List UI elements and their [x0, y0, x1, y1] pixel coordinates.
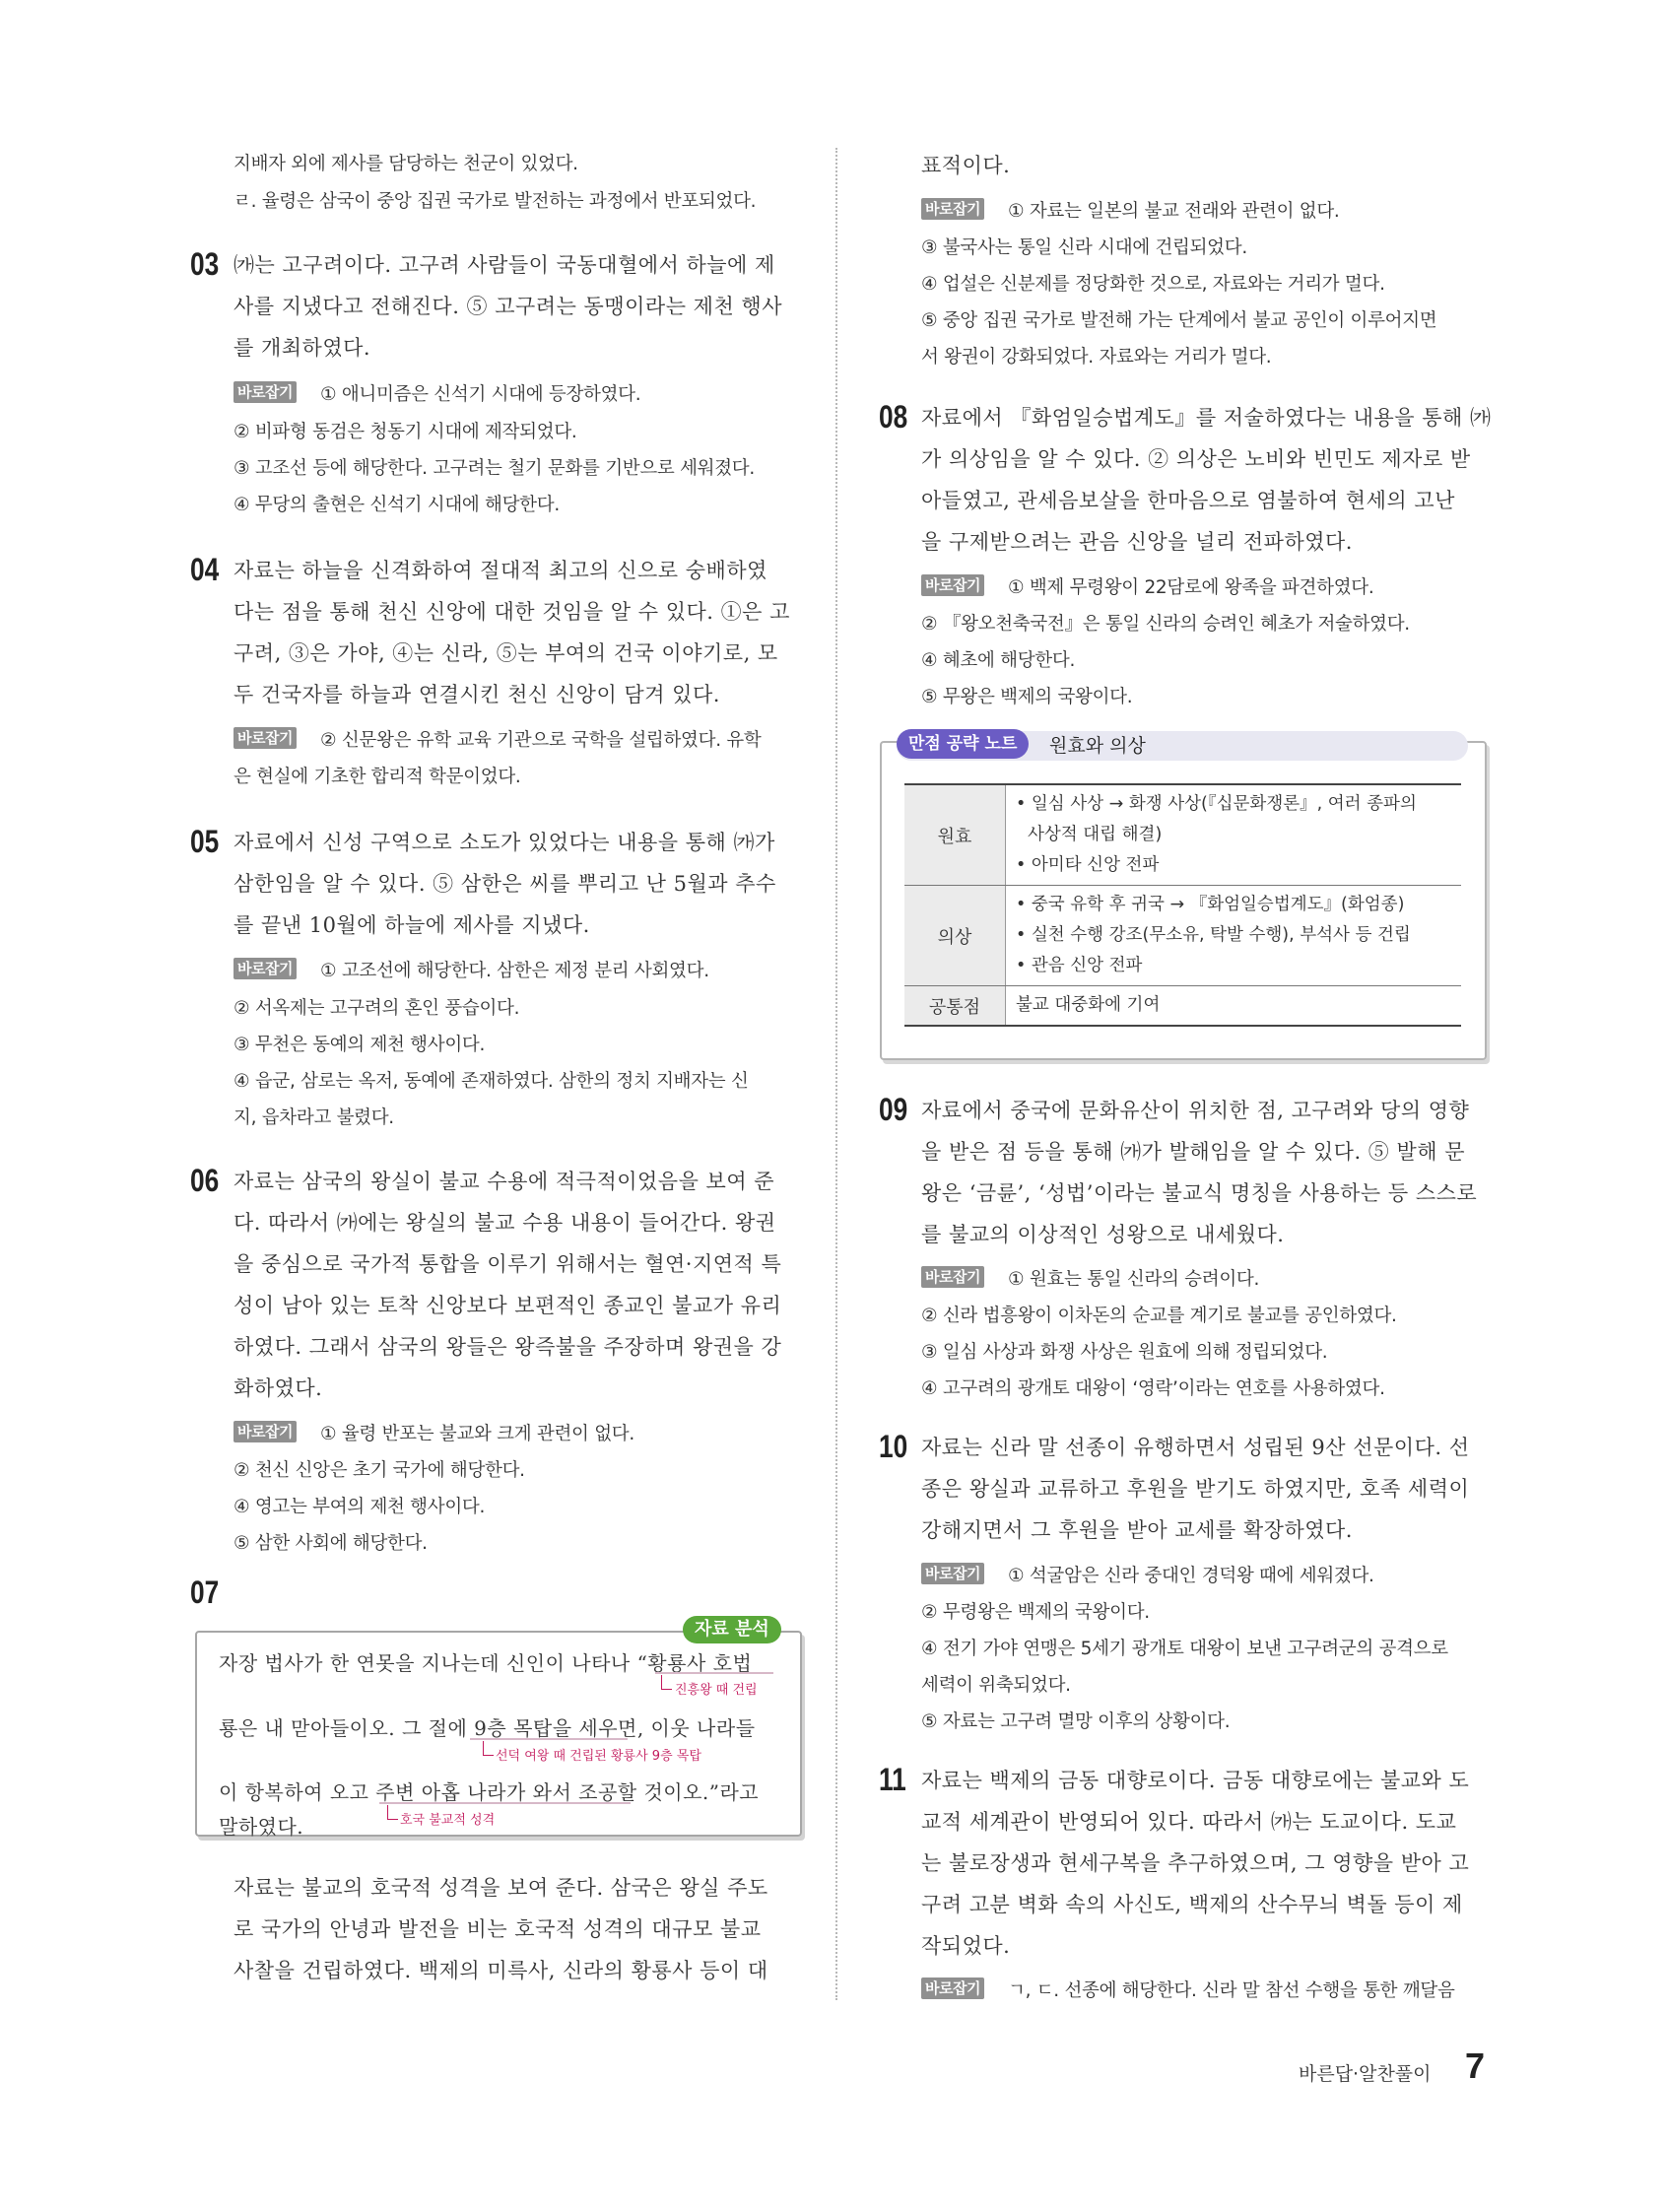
- underline: [655, 1672, 773, 1674]
- note-line: • 실천 수행 강조(무소유, 탁발 수행), 부석사 등 건립: [1016, 925, 1411, 945]
- fix-badge: 바로잡기: [921, 1563, 984, 1584]
- text-line: 을 중심으로 국가적 통합을 이루기 위해서는 혈연·지연적 특: [234, 1252, 782, 1276]
- text-line: 자료에서 신성 구역으로 소도가 있었다는 내용을 통해 ㈎가: [234, 831, 775, 854]
- text-line: ④ 고구려의 광개토 대왕이 ‘영락’이라는 연호를 사용하였다.: [921, 1378, 1385, 1399]
- text-line: 자료는 백제의 금동 대향로이다. 금동 대향로에는 불교와 도: [921, 1769, 1470, 1792]
- text-line: 화하였다.: [234, 1376, 323, 1400]
- text-line: 로 국가의 안녕과 발전을 비는 호국적 성격의 대규모 불교: [234, 1917, 762, 1941]
- note-line: 사상적 대립 해결): [1028, 825, 1163, 844]
- note-value: [1006, 986, 1462, 1027]
- source-line: 룡은 내 맏아들이오. 그 절에 9층 목탑을 세우면, 이웃 나라들: [219, 1716, 756, 1740]
- text-line: ③ 불국사는 통일 신라 시대에 건립되었다.: [921, 237, 1247, 258]
- text-line: ② 비파형 동검은 청동기 시대에 제작되었다.: [234, 422, 577, 442]
- note-table: [904, 783, 1461, 1027]
- fix-badge: 바로잡기: [921, 1977, 984, 1999]
- text-line: ③ 일심 사상과 화쟁 사상은 원효에 의해 정립되었다.: [921, 1342, 1328, 1363]
- text-line: ㄹ. 율령은 삼국이 중앙 집권 국가로 발전하는 과정에서 반포되었다.: [234, 191, 757, 212]
- question-number: 05: [190, 824, 220, 859]
- question-number: 09: [879, 1092, 908, 1127]
- question-number: 03: [190, 246, 220, 282]
- fix-badge: 바로잡기: [921, 574, 984, 596]
- text-line: ③ 무천은 동예의 제천 행사이다.: [234, 1035, 486, 1055]
- underline: [379, 1802, 631, 1804]
- text-line: 은 현실에 기초한 합리적 학문이었다.: [234, 767, 521, 787]
- annotation-bracket: [483, 1741, 494, 1756]
- text-line: 강해지면서 그 후원을 받아 교세를 확장하였다.: [921, 1518, 1353, 1542]
- text-line: ① 고조선에 해당한다. 삼한은 제정 분리 사회였다.: [320, 961, 709, 981]
- text-line: 교적 세계관이 반영되어 있다. 따라서 ㈎는 도교이다. 도교: [921, 1810, 1457, 1834]
- page-number: 7: [1465, 2045, 1486, 2086]
- text-line: 왕은 ‘금륜’, ‘성법’이라는 불교식 명칭을 사용하는 등 스스로: [921, 1181, 1478, 1205]
- text-line: 자료에서 중국에 문화유산이 위치한 점, 고구려와 당의 영향: [921, 1099, 1470, 1122]
- text-line: ⑤ 무왕은 백제의 국왕이다.: [921, 687, 1133, 707]
- text-line: 세력이 위축되었다.: [921, 1675, 1071, 1696]
- question-number: 06: [190, 1163, 220, 1198]
- text-line: 하였다. 그래서 삼국의 왕들은 왕즉불을 주장하며 왕권을 강: [234, 1335, 782, 1359]
- question-number: 04: [190, 552, 220, 587]
- text-line: ④ 업설은 신분제를 정당화한 것으로, 자료와는 거리가 멀다.: [921, 274, 1385, 295]
- fix-badge: 바로잡기: [234, 958, 297, 979]
- text-line: ④ 읍군, 삼로는 옥저, 동예에 존재하였다. 삼한의 정치 지배자는 신: [234, 1071, 749, 1092]
- text-line: 종은 왕실과 교류하고 후원을 받기도 하였지만, 호족 세력이: [921, 1477, 1470, 1501]
- note-tag: 만점 공략 노트: [897, 729, 1029, 759]
- text-line: ② 서옥제는 고구려의 혼인 풍습이다.: [234, 998, 520, 1019]
- text-line: 를 끝낸 10월에 하늘에 제사를 지냈다.: [234, 913, 590, 937]
- note-value: [1006, 784, 1462, 886]
- text-line: 지배자 외에 제사를 담당하는 천군이 있었다.: [234, 154, 578, 174]
- text-line: 자료는 하늘을 신격화하여 절대적 최고의 신으로 숭배하였: [234, 559, 767, 582]
- text-line: 구려 고분 벽화 속의 사신도, 백제의 산수무늬 벽돌 등이 제: [921, 1893, 1463, 1916]
- text-line: ② 천신 신앙은 초기 국가에 해당한다.: [234, 1460, 525, 1481]
- text-line: ② 신라 법흥왕이 이차돈의 순교를 계기로 불교를 공인하였다.: [921, 1306, 1397, 1326]
- fix-badge: 바로잡기: [921, 198, 984, 220]
- text-line: 를 불교의 이상적인 성왕으로 내세웠다.: [921, 1223, 1285, 1246]
- text-line: 를 개최하였다.: [234, 336, 371, 360]
- text-line: 지, 읍차라고 불렸다.: [234, 1107, 394, 1128]
- text-line: ④ 무당의 출현은 신석기 시대에 해당한다.: [234, 495, 560, 515]
- text-line: 서 왕권이 강화되었다. 자료와는 거리가 멀다.: [921, 347, 1272, 368]
- text-line: ④ 전기 가야 연맹은 5세기 광개토 대왕이 보낸 고구려군의 공격으로: [921, 1639, 1448, 1659]
- question-number: 10: [879, 1429, 908, 1464]
- question-number: 07: [190, 1575, 220, 1610]
- source-line: 말하였다.: [219, 1815, 304, 1839]
- annotation: 진흥왕 때 건립: [675, 1683, 758, 1698]
- text-line: 가 의상임을 알 수 있다. ② 의상은 노비와 빈민도 제자로 받: [921, 447, 1471, 471]
- text-line: 표적이다.: [921, 154, 1011, 177]
- fix-badge: 바로잡기: [234, 727, 297, 749]
- text-line: 아들였고, 관세음보살을 한마음으로 염불하여 현세의 고난: [921, 489, 1455, 512]
- text-line: ㈎는 고구려이다. 고구려 사람들이 국동대혈에서 하늘에 제: [234, 253, 775, 277]
- note-value: [1006, 886, 1462, 986]
- note-line: • 일심 사상 → 화쟁 사상(『십문화쟁론』, 여러 종파의: [1016, 794, 1417, 814]
- text-line: 을 받은 점 등을 통해 ㈎가 발해임을 알 수 있다. ⑤ 발해 문: [921, 1140, 1465, 1164]
- fix-badge: 바로잡기: [921, 1266, 984, 1288]
- text-line: 자료에서 『화엄일승법계도』를 저술하였다는 내용을 통해 ㈎: [921, 406, 1492, 430]
- note-line: • 아미타 신앙 전파: [1016, 855, 1160, 875]
- text-line: ⑤ 중앙 집권 국가로 발전해 가는 단계에서 불교 공인이 이루어지면: [921, 310, 1437, 331]
- text-line: 다. 따라서 ㈎에는 왕실의 불교 수용 내용이 들어간다. 왕권: [234, 1211, 776, 1235]
- text-line: 을 구제받으려는 관음 신앙을 널리 전파하였다.: [921, 530, 1353, 554]
- text-line: ② 신문왕은 유학 교육 기관으로 국학을 설립하였다. 유학: [320, 730, 762, 751]
- column-divider: [835, 148, 837, 2000]
- note-line: • 중국 유학 후 귀국 → 『화엄일승법계도』(화엄종): [1016, 895, 1405, 914]
- text-line: ① 율령 반포는 불교와 크게 관련이 없다.: [320, 1424, 634, 1444]
- annotation-bracket: [661, 1675, 672, 1690]
- text-line: 사찰을 건립하였다. 백제의 미륵사, 신라의 황룡사 등이 대: [234, 1959, 768, 1982]
- note-row: [904, 886, 1461, 986]
- note-title: 원효와 의상: [1049, 735, 1146, 757]
- note-line: 불교 대중화에 기여: [1016, 995, 1161, 1015]
- text-line: ① 자료는 일본의 불교 전래와 관련이 없다.: [1008, 201, 1340, 222]
- note-row: [904, 784, 1461, 886]
- note-key: 공통점: [904, 986, 1006, 1027]
- fix-badge: 바로잡기: [234, 381, 297, 403]
- text-line: 는 불로장생과 현세구복을 추구하였으며, 그 영향을 받아 고: [921, 1851, 1470, 1875]
- annotation: 선덕 여왕 때 건립된 황룡사 9층 목탑: [496, 1749, 701, 1764]
- question-number: 08: [879, 399, 908, 435]
- text-line: 자료는 삼국의 왕실이 불교 수용에 적극적이었음을 보여 준: [234, 1170, 775, 1193]
- text-line: 자료는 신라 말 선종이 유행하면서 성립된 9산 선문이다. 선: [921, 1436, 1470, 1459]
- text-line: ⑤ 삼한 사회에 해당한다.: [234, 1533, 428, 1554]
- note-line: • 관음 신앙 전파: [1016, 956, 1143, 975]
- text-line: ⑤ 자료는 고구려 멸망 이후의 상황이다.: [921, 1711, 1231, 1732]
- text-line: ① 애니미즘은 신석기 시대에 등장하였다.: [320, 384, 641, 405]
- text-line: 성이 남아 있는 토착 신앙보다 보편적인 종교인 불교가 유리: [234, 1294, 782, 1317]
- source-line: 자장 법사가 한 연못을 지나는데 신인이 나타나 “황룡사 호법: [219, 1651, 753, 1675]
- text-line: 삼한임을 알 수 있다. ⑤ 삼한은 씨를 뿌리고 난 5월과 추수: [234, 872, 776, 896]
- text-line: ㄱ, ㄷ. 선종에 해당한다. 신라 말 참선 수행을 통한 깨달음: [1008, 1980, 1455, 2001]
- text-line: ④ 영고는 부여의 제천 행사이다.: [234, 1497, 486, 1517]
- text-line: ① 원효는 통일 신라의 승려이다.: [1008, 1269, 1260, 1290]
- note-key: 원효: [904, 784, 1006, 886]
- note-key: 의상: [904, 886, 1006, 986]
- source-line: 이 항복하여 오고 주변 아홉 나라가 와서 조공할 것이오.”라고: [219, 1780, 760, 1804]
- analysis-tag: 자료 분석: [683, 1616, 781, 1643]
- text-line: ② 무령왕은 백제의 국왕이다.: [921, 1602, 1150, 1623]
- fix-badge: 바로잡기: [234, 1421, 297, 1442]
- text-line: 다는 점을 통해 천신 신앙에 대한 것임을 알 수 있다. ①은 고: [234, 600, 790, 624]
- question-number: 11: [879, 1762, 906, 1797]
- note-row: [904, 986, 1461, 1027]
- text-line: ② 『왕오천축국전』은 통일 신라의 승려인 혜초가 저술하였다.: [921, 614, 1410, 635]
- text-line: ④ 혜초에 해당한다.: [921, 650, 1076, 671]
- text-line: ① 석굴암은 신라 중대인 경덕왕 때에 세워졌다.: [1008, 1566, 1374, 1586]
- footer-title: 바른답·알찬풀이: [1299, 2063, 1432, 2085]
- text-line: 구려, ③은 가야, ④는 신라, ⑤는 부여의 건국 이야기로, 모: [234, 641, 778, 665]
- annotation-bracket: [387, 1805, 398, 1820]
- underline: [470, 1738, 628, 1740]
- text-line: 두 건국자를 하늘과 연결시킨 천신 신앙이 담겨 있다.: [234, 683, 720, 706]
- text-line: 작되었다.: [921, 1934, 1011, 1958]
- text-line: ③ 고조선 등에 해당한다. 고구려는 철기 문화를 기반으로 세워졌다.: [234, 458, 755, 479]
- annotation: 호국 불교적 성격: [400, 1813, 496, 1828]
- text-line: 사를 지냈다고 전해진다. ⑤ 고구려는 동맹이라는 제천 행사: [234, 295, 782, 318]
- text-line: 자료는 불교의 호국적 성격을 보여 준다. 삼국은 왕실 주도: [234, 1876, 768, 1900]
- text-line: ① 백제 무령왕이 22담로에 왕족을 파견하였다.: [1008, 577, 1374, 598]
